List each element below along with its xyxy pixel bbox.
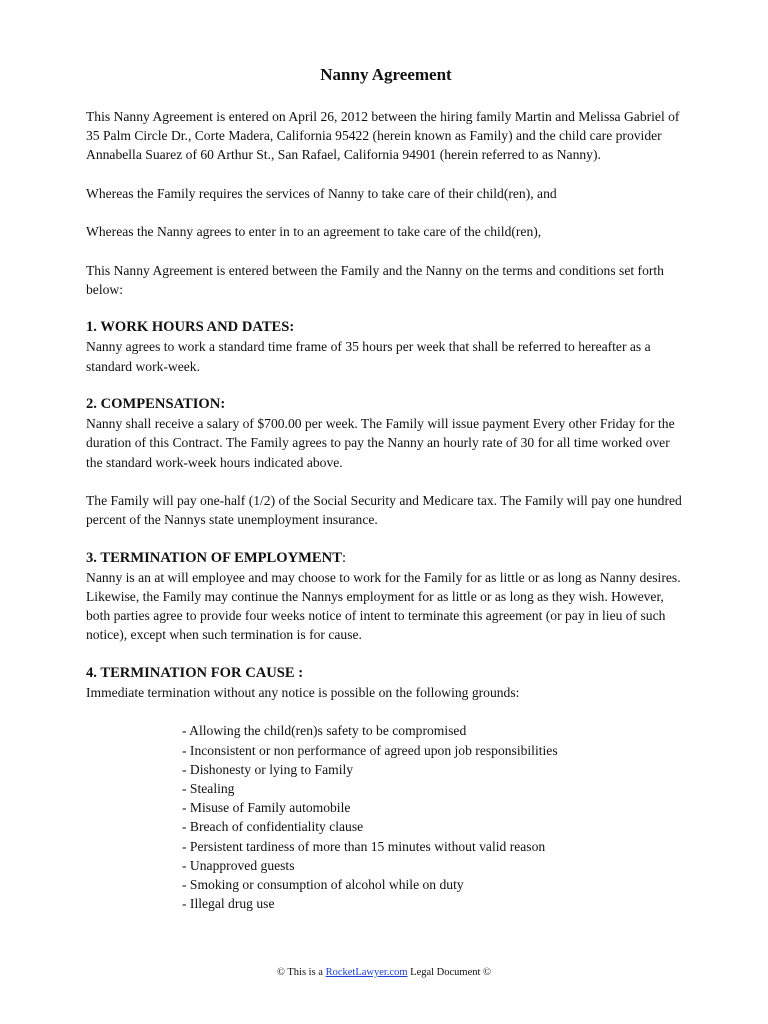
terms-intro-paragraph: This Nanny Agreement is entered between the Family and the Nanny on the terms and conditions set forth below: bbox=[86, 262, 664, 297]
list-item: - Inconsistent or non performance of agreed upon job responsibilities bbox=[182, 742, 558, 758]
list-item: - Persistent tardiness of more than 15 minutes without valid reason bbox=[182, 838, 546, 854]
paragraph-gap bbox=[86, 165, 686, 184]
section-paragraph: Nanny shall receive a salary of $700.00 per week. The Family will issue payment Every other Friday for the duration of this Contract. The Family agrees to pay the Nanny an hourly rate of 30 for all time worked over the standard work-week hours indicated above. bbox=[86, 416, 675, 470]
section-heading bbox=[86, 395, 686, 414]
whereas-clause-2: Whereas the Nanny agrees to enter in to an agreement to take care of the child(ren), bbox=[86, 224, 542, 240]
section-heading bbox=[86, 549, 686, 568]
termination-grounds-list bbox=[86, 721, 686, 913]
footer-suffix: Legal Document © bbox=[410, 967, 492, 978]
paragraph-gap bbox=[86, 645, 686, 664]
list-item: - Breach of confidentiality clause bbox=[182, 819, 364, 835]
list-item: - Smoking or consumption of alcohol while on duty bbox=[182, 876, 464, 892]
paragraph-gap bbox=[86, 702, 686, 721]
list-item: - Allowing the child(ren)s safety to be compromised bbox=[182, 723, 467, 739]
section-heading bbox=[86, 664, 686, 683]
section-heading-colon: : bbox=[341, 549, 347, 566]
list-item: - Dishonesty or lying to Family bbox=[182, 761, 354, 777]
paragraph-gap bbox=[86, 203, 686, 222]
page-footer bbox=[0, 966, 768, 980]
section-paragraph: The Family will pay one-half (1/2) of the Social Security and Medicare tax. The Family will pay one hundred percent of the Nannys state unemployment insurance. bbox=[86, 492, 682, 528]
section-paragraph: Nanny is an at will employee and may choose to work for the Family for as little or as long as Nanny desires. Likewise, the Family may continue the Nannys employment for as little or as long as they wish. However, both parties agree to provide four weeks notice of intent to terminate this agreement (or pay in lieu of such notice), except when such termination is for cause. bbox=[86, 569, 681, 643]
section-paragraph: Immediate termination without any notice is possible on the following grounds: bbox=[86, 684, 520, 700]
list-item: - Illegal drug use bbox=[182, 896, 275, 912]
section-termination-for-cause bbox=[86, 664, 686, 914]
section-heading-text: 3. TERMINATION OF EMPLOYMENT bbox=[86, 549, 342, 566]
section-paragraph: Nanny agrees to work a standard time frame of 35 hours per week that shall be referred to hereafter as a standard work-week. bbox=[86, 339, 651, 374]
list-item: - Stealing bbox=[182, 780, 235, 796]
section-compensation bbox=[86, 395, 686, 529]
document-title: Nanny Agreement bbox=[320, 65, 452, 84]
intro-paragraph: This Nanny Agreement is entered on April 26, 2012 between the hiring family Martin and Melissa Gabriel of 35 Palm Circle Dr., Corte Madera, California 95422 (herein known as Family) and the child care provider Annabella Suarez of 60 Arthur St., San Rafael, California 94901 (herein referred to as Nanny). bbox=[86, 109, 680, 163]
section-heading-text: 2. COMPENSATION: bbox=[86, 395, 226, 412]
paragraph-gap bbox=[86, 241, 686, 260]
footer-prefix: © This is a bbox=[276, 967, 323, 978]
section-heading-text: 1. WORK HOURS AND DATES: bbox=[86, 319, 295, 336]
whereas-clause-1: Whereas the Family requires the services of Nanny to take care of their child(ren), and bbox=[86, 185, 557, 201]
paragraph-gap bbox=[86, 376, 686, 395]
section-heading-text: 4. TERMINATION FOR CAUSE : bbox=[86, 664, 304, 681]
paragraph-gap bbox=[86, 529, 686, 548]
rocketlawyer-link[interactable]: RocketLawyer.com bbox=[325, 967, 408, 978]
list-item: - Unapproved guests bbox=[182, 857, 295, 873]
section-heading bbox=[86, 318, 686, 337]
document-page bbox=[86, 64, 686, 913]
paragraph-gap bbox=[86, 472, 686, 491]
paragraph-gap bbox=[86, 299, 686, 318]
section-termination-of-employment bbox=[86, 549, 686, 645]
list-item: - Misuse of Family automobile bbox=[182, 800, 351, 816]
section-work-hours bbox=[86, 318, 686, 376]
